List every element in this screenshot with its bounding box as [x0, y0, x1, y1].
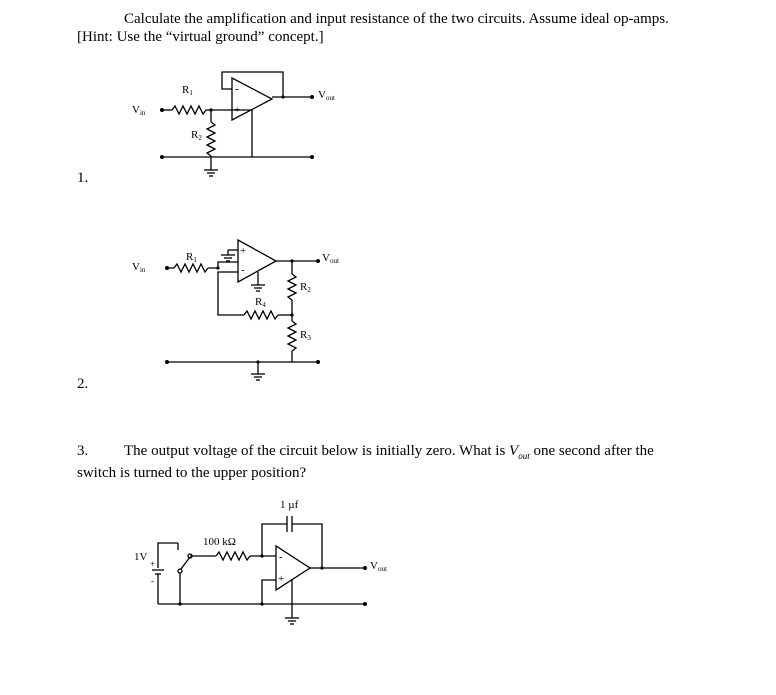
c2-r3-resistor	[288, 321, 296, 351]
c3-capacitor	[287, 516, 292, 532]
problem-2-number: 2.	[77, 376, 89, 392]
c1-vout-terminal	[310, 95, 314, 99]
c3-plus: +	[278, 573, 285, 585]
c3-opamp-ground	[285, 618, 299, 624]
c2-plus-ground	[221, 250, 238, 261]
c2-vout-terminal	[316, 259, 320, 263]
c3-source-minus: -	[151, 576, 154, 586]
c1-feedback-wire	[222, 72, 283, 97]
c1-ground-symbol	[204, 170, 218, 176]
header-line-2: [Hint: Use the “virtual ground” concept.]	[77, 29, 324, 45]
problem-3-number: 3.	[77, 443, 89, 459]
c1-r2-label: R2	[191, 129, 202, 142]
c2-r4-label: R4	[255, 296, 266, 309]
c2-minus-wire	[218, 272, 244, 315]
header-line-1: Calculate the amplification and input resistance of the two circuits. Assume ideal op-amps.	[124, 11, 669, 27]
c2-r1-label: R1	[186, 251, 197, 264]
c1-minus: -	[235, 83, 239, 95]
c3-resistor-label: 100 kΩ	[203, 536, 236, 548]
c1-vout-label: Vout	[318, 89, 335, 102]
problem-3-text-b: one second after the	[533, 443, 654, 459]
c1-r1-label: R1	[182, 84, 193, 97]
c1-vin-label: Vin	[132, 104, 146, 117]
problem-3-vout-symbol: $V_{out}$	[509, 443, 530, 461]
circuit-1	[132, 72, 335, 176]
problem-3-text-a: The output voltage of the circuit below is initially zero. What is	[124, 443, 506, 459]
problem-1-number: 1.	[77, 170, 89, 186]
circuit-2	[132, 240, 339, 380]
c3-vout-terminal	[363, 566, 367, 570]
c1-plus: +	[234, 104, 241, 116]
c3-switch	[178, 554, 216, 604]
circuit-3	[134, 499, 387, 624]
c2-minus: -	[241, 264, 245, 276]
c3-cap-right-wire	[292, 524, 322, 568]
c2-r2-resistor	[288, 274, 296, 300]
c2-r2-label: R2	[300, 281, 311, 294]
c3-capacitor-label: 1 µf	[280, 499, 299, 511]
c2-opamp-ground	[251, 285, 265, 291]
c1-r2-resistor	[207, 122, 215, 156]
c2-plus: +	[240, 245, 247, 257]
c2-vin-label: Vin	[132, 261, 146, 274]
c1-r1-resistor	[172, 106, 206, 114]
c3-resistor	[216, 552, 250, 560]
c3-source-wire	[158, 543, 178, 568]
c2-rail-ground	[251, 374, 265, 380]
c2-r3-label: R3	[300, 329, 311, 342]
c3-battery	[150, 559, 164, 586]
c2-r1-resistor	[174, 264, 208, 272]
c3-vout-label: Vout	[370, 560, 387, 573]
c2-vout-label: Vout	[322, 252, 339, 265]
c3-minus: -	[279, 551, 283, 563]
c3-source-label: 1V	[134, 551, 148, 563]
c2-r4-resistor	[244, 311, 278, 319]
problem-3-line-2: switch is turned to the upper position?	[77, 465, 307, 481]
c3-source-plus: +	[150, 559, 156, 569]
